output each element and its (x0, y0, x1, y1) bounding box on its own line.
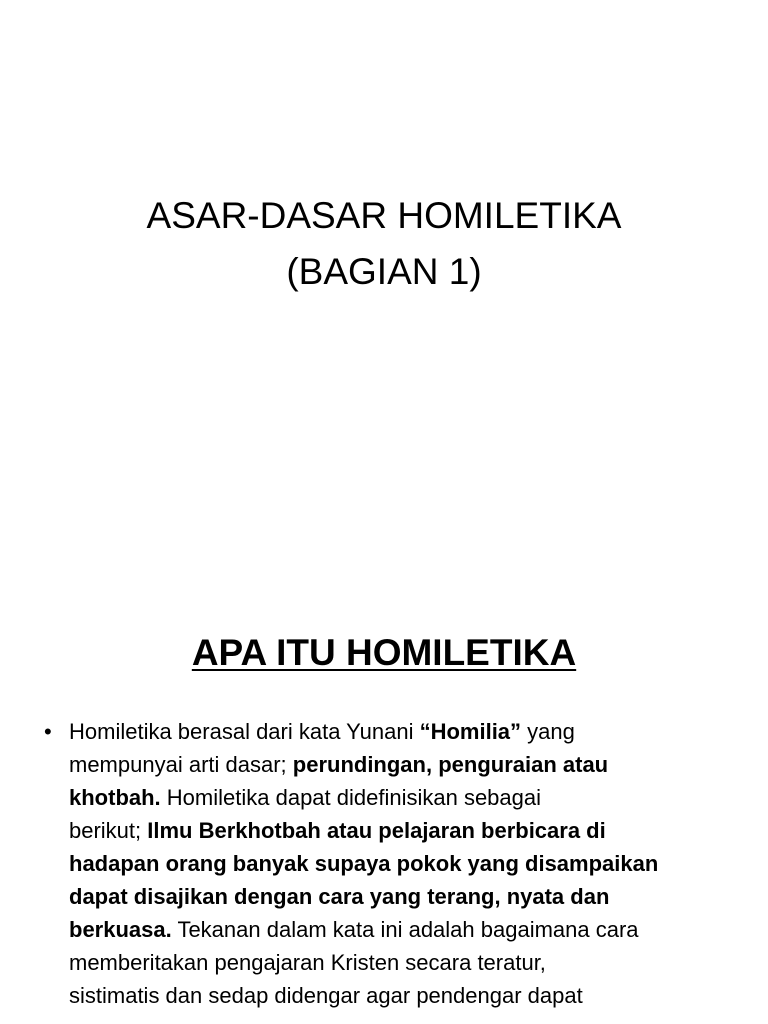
emphasized-text: berkuasa. (69, 917, 172, 942)
bullet-list (0, 715, 768, 1012)
bullet-item (0, 715, 768, 1012)
emphasized-text: dapat disajikan dengan cara yang terang, nyata dan (69, 884, 610, 909)
body-text: yang (521, 719, 575, 744)
slide-title (0, 188, 768, 300)
emphasized-text: hadapan orang banyak supaya pokok yang disampaikan (69, 851, 659, 876)
emphasized-text: Ilmu Berkhotbah atau pelajaran berbicara di (147, 818, 606, 843)
paragraph-line (69, 946, 720, 979)
body-text: Homiletika berasal dari kata Yunani (69, 719, 420, 744)
body-text: sistimatis dan sedap didengar agar pendengar dapat (69, 983, 583, 1008)
paragraph-line (69, 814, 720, 847)
body-text: Homiletika dapat didefinisikan sebagai (160, 785, 542, 810)
body-text: Tekanan dalam kata ini adalah bagaimana cara (171, 917, 639, 942)
slide-heading: APA ITU HOMILETIKA (191, 632, 577, 673)
bullet-paragraph (69, 715, 720, 1012)
body-text: berikut; (69, 818, 148, 843)
body-text: memberitakan pengajaran Kristen secara teratur, (69, 950, 546, 975)
paragraph-line (69, 847, 720, 880)
body-text: mempunyai arti dasar; (69, 752, 293, 777)
paragraph-line (69, 748, 720, 781)
paragraph-line (69, 715, 720, 748)
paragraph-line (69, 880, 720, 913)
paragraph-line (69, 979, 720, 1012)
emphasized-text: khotbah. (69, 785, 161, 810)
slide-title-line-2: (BAGIAN 1) (286, 251, 482, 292)
bullet-icon: • (44, 719, 52, 744)
paragraph-line (69, 781, 720, 814)
slide-title-line-1: ASAR-DASAR HOMILETIKA (146, 195, 622, 236)
emphasized-text: “Homilia” (419, 719, 522, 744)
paragraph-line (69, 913, 720, 946)
content-slide (0, 560, 768, 1024)
emphasized-text: perundingan, penguraian atau (292, 752, 609, 777)
